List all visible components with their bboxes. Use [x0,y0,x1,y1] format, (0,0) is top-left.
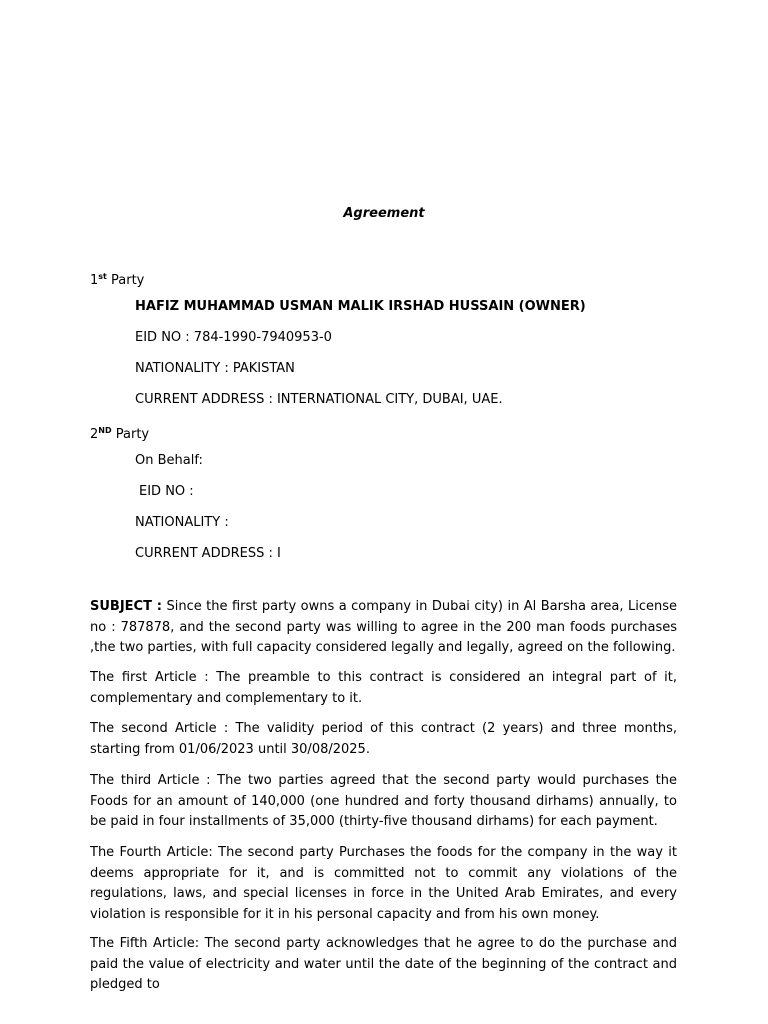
article-fifth: The Fifth Article: The second party acknowledges that he agree to do the purchase and paid the value of electricity and water until the date of the beginning of the contract and pledged to [90,936,677,992]
article-second: The second Article : The validity period of this contract (2 years) and three months, starting from 01/06/2023 until 30/08/2025. [90,721,677,757]
subject-label: SUBJECT : [90,599,163,614]
party1-heading [90,268,144,290]
party2-eid: EID NO : [139,484,194,499]
party1-address: CURRENT ADDRESS : INTERNATIONAL CITY, DUBAI, UAE. [135,392,503,407]
party1-name: HAFIZ MUHAMMAD USMAN MALIK IRSHAD HUSSAIN (OWNER) [135,299,586,314]
article-first: The first Article : The preamble to this contract is considered an integral part of it, complementary and complementary to it. [90,670,677,706]
party1-ordinal: st [98,272,107,281]
party1-label: Party [111,273,145,288]
party2-behalf: On Behalf: [135,453,203,468]
party2-nationality: NATIONALITY : [135,515,229,530]
document-title: Agreement [343,206,425,221]
article-fourth: The Fourth Article: The second party Purchases the foods for the company in the way it deems appropriate for it, and is committed not to commit any violations of the regulations, laws, and special licenses in force in the United Arab Emirates, and every violation is responsible for it in his personal capacity and from his own money. [90,845,677,922]
party1-eid: EID NO : 784-1990-7940953-0 [135,330,332,345]
article-third: The third Article : The two parties agreed that the second party would purchases the Foods for an amount of 140,000 (one hundred and forty thousand dirhams) annually, to be paid in four installments of 35,000 (thirty-five thousand dirhams) for each payment. [90,773,677,829]
party2-number: 2 [90,427,99,442]
party1-number: 1 [90,273,99,288]
party2-label: Party [115,427,150,442]
subject-paragraph [90,597,677,659]
party2-heading [90,422,149,444]
party2-ordinal: ND [98,426,112,435]
party1-nationality: NATIONALITY : PAKISTAN [135,361,295,376]
subject-text: Since the first party owns a company in Dubai city) in Al Barsha area, License no : 787878, and the second party was willing to agree in the 200 man foods purchases ,the two parties, with full capacity considered legally and legally, agreed on the following. [90,599,677,655]
party2-address: CURRENT ADDRESS : I [135,546,281,561]
